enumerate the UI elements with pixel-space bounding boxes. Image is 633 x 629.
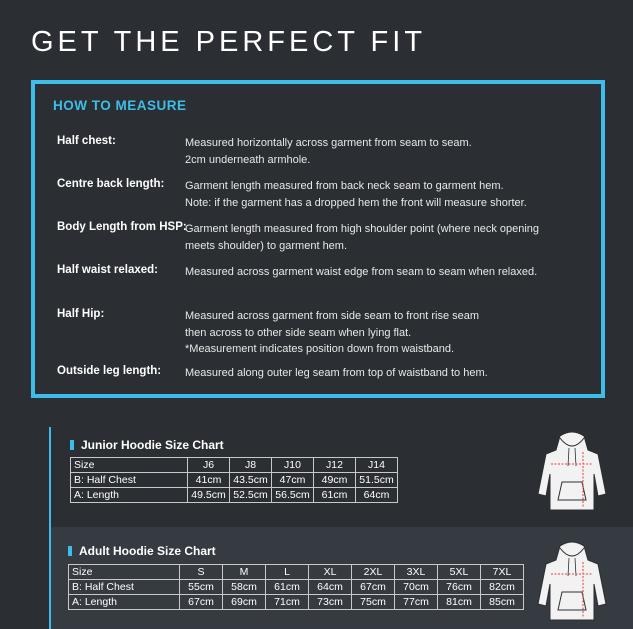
measure-line: meets shoulder) to garment hem. bbox=[185, 239, 348, 252]
measure-line: Measured across garment waist edge from seam to seam when relaxed. bbox=[185, 266, 538, 278]
table-cell: 49.5cm bbox=[188, 488, 230, 503]
measure-line: *Measurement indicates position down from waistband. bbox=[185, 343, 455, 355]
measure-line: Measured across garment from side seam to front rise seam bbox=[185, 310, 480, 322]
table-cell: 61cm bbox=[266, 580, 309, 595]
table-header-cell: J14 bbox=[356, 458, 398, 473]
table-cell: 67cm bbox=[180, 595, 223, 610]
table-header-cell: Size bbox=[71, 458, 188, 473]
measure-label: Body Length from HSP: bbox=[57, 221, 187, 233]
table-header-cell: S bbox=[180, 565, 223, 580]
table-cell: B: Half Chest bbox=[71, 473, 188, 488]
measure-line: Measured along outer leg seam from top of waistband to hem. bbox=[185, 367, 488, 379]
table-header-cell: 7XL bbox=[481, 565, 524, 580]
table-cell: 52.5cm bbox=[230, 488, 272, 503]
table-cell: 76cm bbox=[438, 580, 481, 595]
table-cell: 61cm bbox=[314, 488, 356, 503]
table-cell: 77cm bbox=[395, 595, 438, 610]
table-header-cell: J6 bbox=[188, 458, 230, 473]
table-header-row bbox=[71, 458, 398, 473]
table-cell: 56.5cm bbox=[272, 488, 314, 503]
measure-label: Half waist relaxed: bbox=[57, 264, 158, 276]
measure-description bbox=[185, 221, 595, 254]
table-row bbox=[71, 473, 398, 488]
table-row bbox=[71, 488, 398, 503]
table-cell: 55cm bbox=[180, 580, 223, 595]
measure-line: 2cm underneath armhole. bbox=[185, 153, 311, 166]
how-to-measure-heading: HOW TO MEASURE bbox=[53, 98, 187, 113]
table-header-cell: XL bbox=[309, 565, 352, 580]
measure-description bbox=[185, 264, 595, 281]
measure-label: Half chest: bbox=[57, 135, 116, 147]
table-cell: 81cm bbox=[438, 595, 481, 610]
table-header-cell: J10 bbox=[272, 458, 314, 473]
table-cell: 82cm bbox=[481, 580, 524, 595]
junior-chart-title-text: Junior Hoodie Size Chart bbox=[81, 438, 224, 452]
junior-size-table bbox=[70, 457, 398, 503]
measure-label: Centre back length: bbox=[57, 178, 165, 190]
title-bullet bbox=[70, 440, 74, 450]
table-cell: 58cm bbox=[223, 580, 266, 595]
table-row bbox=[69, 595, 524, 610]
measure-description bbox=[185, 178, 595, 211]
table-header-cell: J12 bbox=[314, 458, 356, 473]
measure-description bbox=[185, 365, 595, 382]
table-header-cell: 5XL bbox=[438, 565, 481, 580]
table-cell: A: Length bbox=[69, 595, 180, 610]
table-cell: 69cm bbox=[223, 595, 266, 610]
measure-line: Garment length measured from high shoulder point (where neck opening bbox=[185, 223, 540, 235]
accent-divider bbox=[49, 427, 51, 629]
table-cell: 43.5cm bbox=[230, 473, 272, 488]
table-cell: 64cm bbox=[309, 580, 352, 595]
table-header-row bbox=[69, 565, 524, 580]
adult-chart-title-text: Adult Hoodie Size Chart bbox=[79, 544, 216, 558]
table-cell: 75cm bbox=[352, 595, 395, 610]
adult-size-table bbox=[68, 564, 524, 610]
how-to-measure-panel bbox=[31, 80, 605, 398]
table-header-cell: L bbox=[266, 565, 309, 580]
table-header-cell: M bbox=[223, 565, 266, 580]
table-row bbox=[69, 580, 524, 595]
table-cell: 67cm bbox=[352, 580, 395, 595]
hoodie-diagram-icon bbox=[536, 540, 608, 624]
table-cell: 41cm bbox=[188, 473, 230, 488]
measure-line: Garment length measured from back neck seam to garment hem. bbox=[185, 180, 504, 192]
measure-label: Half Hip: bbox=[57, 308, 105, 320]
table-header-cell: 2XL bbox=[352, 565, 395, 580]
table-cell: 85cm bbox=[481, 595, 524, 610]
table-cell: 71cm bbox=[266, 595, 309, 610]
table-cell: 49cm bbox=[314, 473, 356, 488]
junior-chart-title bbox=[70, 438, 224, 452]
table-cell: B: Half Chest bbox=[69, 580, 180, 595]
table-header-cell: 3XL bbox=[395, 565, 438, 580]
table-header-cell: Size bbox=[69, 565, 180, 580]
page-title: GET THE PERFECT FIT bbox=[31, 26, 427, 58]
title-bullet bbox=[68, 546, 72, 556]
table-cell: 64cm bbox=[356, 488, 398, 503]
hoodie-diagram-icon bbox=[536, 430, 608, 514]
table-cell: 73cm bbox=[309, 595, 352, 610]
measure-line: Note: if the garment has a dropped hem the front will measure shorter. bbox=[185, 196, 527, 209]
table-cell: 70cm bbox=[395, 580, 438, 595]
measure-line: then across to other side seam when lying flat. bbox=[185, 326, 412, 339]
table-header-cell: J8 bbox=[230, 458, 272, 473]
measure-line: Measured horizontally across garment from seam to seam. bbox=[185, 137, 472, 149]
table-cell: 47cm bbox=[272, 473, 314, 488]
adult-chart-title bbox=[68, 544, 216, 558]
table-cell: A: Length bbox=[71, 488, 188, 503]
measure-description bbox=[185, 135, 595, 168]
table-cell: 51.5cm bbox=[356, 473, 398, 488]
measure-label: Outside leg length: bbox=[57, 365, 162, 377]
measure-description bbox=[185, 308, 595, 358]
